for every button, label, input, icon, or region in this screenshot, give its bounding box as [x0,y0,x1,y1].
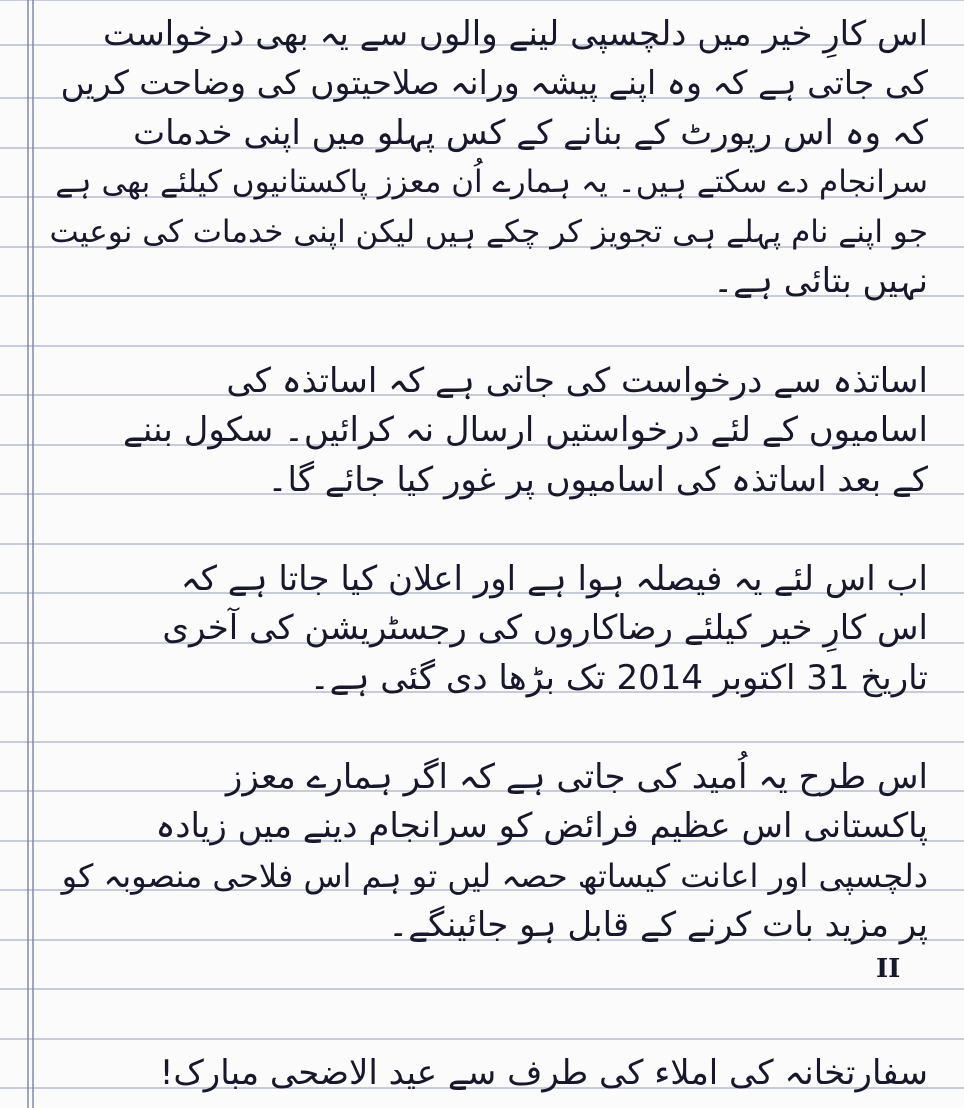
text-line: اس طرح یہ اُمید کی جاتی ہے کہ اگر ہمارے معزز [225,757,928,797]
text-line: تاریخ 31 اکتوبر 2014 تک بڑھا دی گئی ہے۔ [309,658,928,698]
text-line: کہ وہ اس رپورٹ کے بنانے کے کس پہلو میں اپنی خدمات [133,113,928,153]
text-line: کے بعد اساتذہ کی اسامیوں پر غور کیا جائے گا۔ [267,460,928,500]
text-line: جو اپنے نام پہلے ہی تجویز کر چکے ہیں لیکن اپنی خدمات کی نوعیت [49,214,928,250]
text-line: نہیں بتائی ہے۔ [713,261,928,301]
text-line: اسامیوں کے لئے درخواستیں ارسال نہ کرائیں۔ سکول بننے [122,410,928,450]
text-line: کی جاتی ہے کہ وہ اپنے پیشہ ورانہ صلاحیتوں کی وضاحت کریں [60,63,928,102]
text-line: سفارتخانہ کی املاء کی طرف سے عید الاضحی مبارک! [159,1053,928,1093]
text-line: پر مزید بات کرنے کے قابل ہو جائینگے۔ [388,905,928,945]
text-line: اب اس لئے یہ فیصلہ ہوا ہے اور اعلان کیا جاتا ہے کہ [180,559,928,599]
text-line: سرانجام دے سکتے ہیں۔ یہ ہمارے اُن معزز پاکستانیوں کیلئے بھی ہے [55,164,928,200]
text-line: پاکستانی اس عظیم فرائض کو سرانجام دینے میں زیادہ [155,806,928,846]
text-line: اس کارِ خیر کیلئے رضاکاروں کی رجسٹریشن کی آخری [162,608,928,648]
text-line: اساتذہ سے درخواست کی جاتی ہے کہ اساتذہ کی [226,361,928,401]
marginal-mark: II [876,954,901,984]
text-line: اس کارِ خیر میں دلچسپی لینے والوں سے یہ بھی درخواست [102,14,928,54]
text-line: دلچسپی اور اعانت کیساتھ حصہ لیں تو ہم اس فلاحی منصوبہ کو [61,857,928,895]
